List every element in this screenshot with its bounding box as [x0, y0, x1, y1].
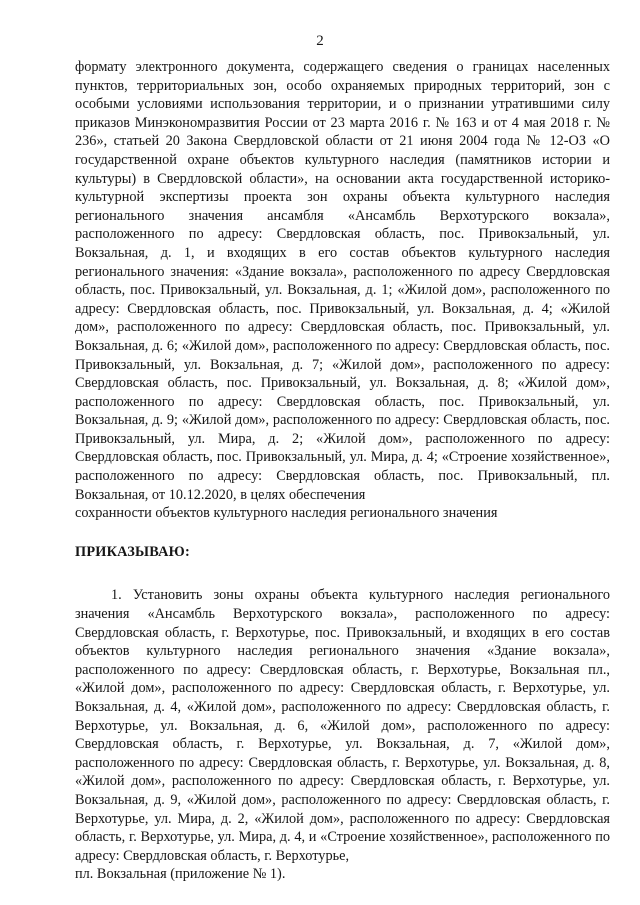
item-1-last-line: пл. Вокзальная (приложение № 1). — [75, 866, 286, 883]
preamble-paragraph — [75, 58, 610, 523]
preamble-last-line: сохранности объектов культурного наследия регионального значения — [75, 505, 498, 522]
order-heading: ПРИКАЗЫВАЮ: — [75, 543, 190, 560]
document-body — [75, 58, 610, 884]
page-number: 2 — [316, 33, 324, 49]
preamble-text: формату электронного документа, содержащего сведения о границах населенных пунктов, территориальных зон, особо охраняемых природных территорий, зон с особыми условиями использования территории, и о признании утратившими силу приказов Минэкономразвития России от 23 марта 2016 г. № 163 и от 4 мая 2018 г. № 236», статьей 20 Закона Свердловской области от 21 июня 2004 года № 12-ОЗ «О государственной охране объектов культурного наследия (памятников истории и культуры) в Свердловской области», на основании акта государственной историко-культурной экспертизы проекта зон охраны объекта культурного наследия регионального значения ансамбля «Ансамбль Верхотурского вокзала», расположенного по адресу: Свердловская область, пос. Привокзальный, ул. Вокзальная, д. 1, и входящих в его состав объектов культурного наследия регионального значения: «Здание вокзала», расположенного по адресу Свердловская область, пос. Привокзальный, ул. Вокзальная, д. 1; «Жилой дом», расположенного по адресу: Свердловская область, пос. Привокзальный, ул. Вокзальная, д. 4; «Жилой дом», расположенного по адресу: Свердловская область, пос. Привокзальный, ул. Вокзальная, д. 6; «Жилой дом», расположенного по адресу: Свердловская область, пос. Привокзальный, ул. Вокзальная, д. 7; «Жилой дом», расположенного по адресу: Свердловская область, пос. Привокзальный, ул. Вокзальная, д. 8; «Жилой дом», расположенного по адресу: Свердловская область, пос. Привокзальный, ул. Вокзальная, д. 9; «Жилой дом», расположенного по адресу: Свердловская область, пос. Привокзальный, ул. Мира, д. 2; «Жилой дом», расположенного по адресу: Свердловская область, пос. Привокзальный, ул. Мира, д. 4; «Строение хозяйственное», расположенного по адресу: Свердловская область, пос. Привокзальный, пл. Вокзальная, от 10.12.2020, в целях обеспечения — [75, 59, 610, 503]
item-1-paragraph — [75, 586, 610, 884]
item-1-text: 1. Установить зоны охраны объекта культурного наследия регионального значения «Ансамбль Верхотурского вокзала», расположенного по адресу: Свердловская область, г. Верхотурье, пос. Привокзальный, и входящих в его состав объектов культурного наследия регионального значения «Здание вокзала», расположенного по адресу: Свердловская область, г. Верхотурье, Вокзальная пл., «Жилой дом», расположенного по адресу: Свердловская область, г. Верхотурье, ул. Вокзальная, д. 4, «Жилой дом», расположенного по адресу: Свердловская область, г. Верхотурье, ул. Вокзальная, д. 6, «Жилой дом», расположенного по адресу: Свердловская область, г. Верхотурье, ул. Вокзальная, д. 7, «Жилой дом», расположенного по адресу: Свердловская область, г. Верхотурье, ул. Вокзальная, д. 8, «Жилой дом», расположенного по адресу: Свердловская область, г. Верхотурье, ул. Вокзальная, д. 9, «Жилой дом», расположенного по адресу: Свердловская область, г. Верхотурье, ул. Мира, д. 2, «Жилой дом», расположенного по адресу: Свердловская область, г. Верхотурье, ул. Мира, д. 4, и «Строение хозяйственное», расположенного по адресу: Свердловская область, г. Верхотурье, — [75, 587, 610, 864]
